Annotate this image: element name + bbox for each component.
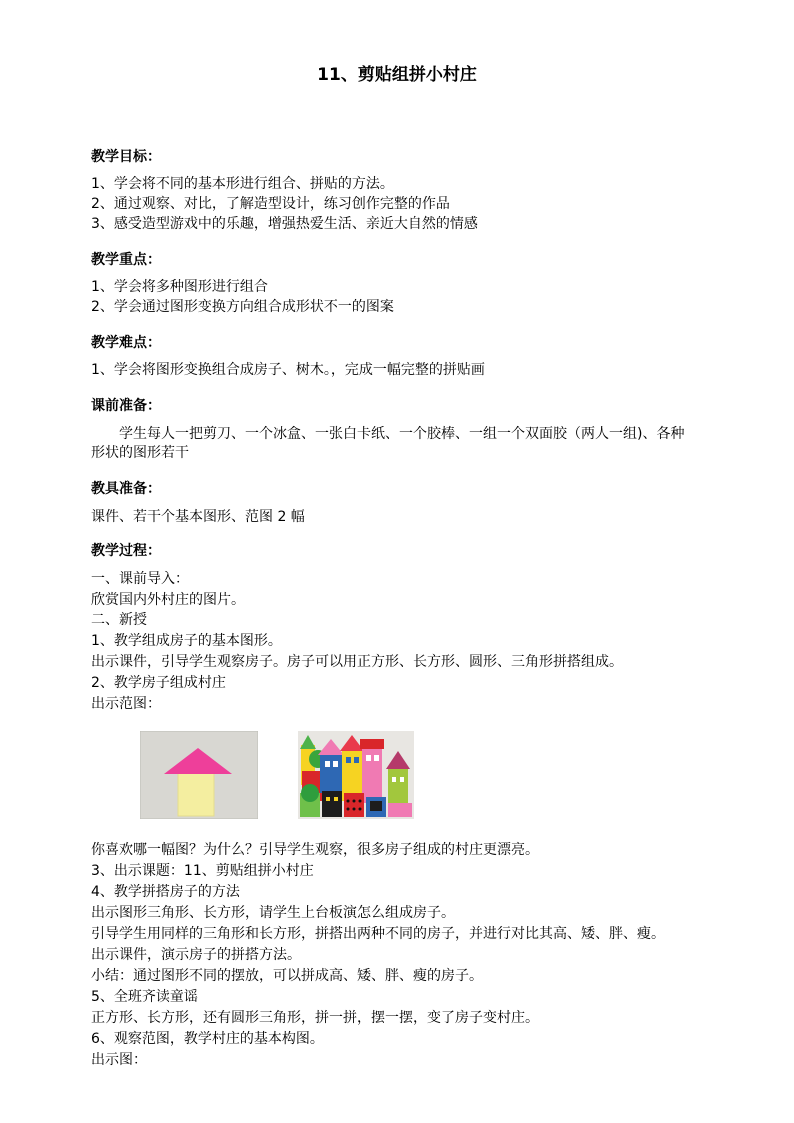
process-line: 出示图形三角形、长方形，请学生上台板演怎么组成房子。 xyxy=(91,905,455,921)
process-line: 小结：通过图形不同的摆放，可以拼成高、矮、胖、瘦的房子。 xyxy=(91,968,483,984)
simple-house-drawing xyxy=(140,731,258,819)
goals-heading: 教学目标： xyxy=(91,149,161,165)
process-line: 出示课件，演示房子的拼搭方法。 xyxy=(91,947,301,963)
key-item-1: 1、学会将多种图形进行组合 xyxy=(91,279,268,295)
document-title: 11、剪贴组拼小村庄 xyxy=(317,65,477,85)
process-line: 出示图： xyxy=(91,1052,147,1068)
prep-text-line-1: 学生每人一把剪刀、一个冰盒、一张白卡纸、一个胶棒、一组一个双面胶（两人一组)、各种 xyxy=(119,426,685,442)
village-collage-drawing xyxy=(298,731,414,819)
key-item-2: 2、学会通过图形变换方向组合成形状不一的图案 xyxy=(91,299,394,315)
tools-text: 课件、若干个基本图形、范图 2 幅 xyxy=(91,509,305,525)
process-line: 5、全班齐读童谣 xyxy=(91,989,198,1005)
process-line: 引导学生用同样的三角形和长方形，拼搭出两种不同的房子，并进行对比其高、矮、胖、瘦。 xyxy=(91,926,665,942)
process-line: 1、教学组成房子的基本图形。 xyxy=(91,633,282,649)
goal-item-2: 2、通过观察、对比，了解造型设计，练习创作完整的作品 xyxy=(91,196,450,212)
simple-house-image xyxy=(140,731,258,819)
process-line: 2、教学房子组成村庄 xyxy=(91,675,226,691)
process-line: 二、新授 xyxy=(91,612,147,628)
process-line: 正方形、长方形，还有圆形三角形，拼一拼，摆一摆，变了房子变村庄。 xyxy=(91,1010,539,1026)
process-line: 欣赏国内外村庄的图片。 xyxy=(91,592,245,608)
tools-heading: 教具准备： xyxy=(91,481,161,497)
prep-heading: 课前准备： xyxy=(91,398,161,414)
goal-item-3: 3、感受造型游戏中的乐趣，增强热爱生活、亲近大自然的情感 xyxy=(91,216,478,232)
process-line: 出示课件，引导学生观察房子。房子可以用正方形、长方形、圆形、三角形拼搭组成。 xyxy=(91,654,623,670)
key-points-heading: 教学重点： xyxy=(91,252,161,268)
village-collage-image xyxy=(298,731,414,819)
process-line: 3、出示课题：11、剪贴组拼小村庄 xyxy=(91,863,314,879)
process-heading: 教学过程： xyxy=(91,543,161,559)
process-line: 一、课前导入： xyxy=(91,571,189,587)
prep-text-line-2: 形状的图形若干 xyxy=(91,445,189,461)
process-line: 出示范图： xyxy=(91,696,161,712)
difficulty-item-1: 1、学会将图形变换组合成房子、树木。，完成一幅完整的拼贴画 xyxy=(91,362,485,378)
goal-item-1: 1、学会将不同的基本形进行组合、拼贴的方法。 xyxy=(91,176,394,192)
process-line: 6、观察范图，教学村庄的基本构图。 xyxy=(91,1031,324,1047)
process-line: 你喜欢哪一幅图？为什么？引导学生观察，很多房子组成的村庄更漂亮。 xyxy=(91,842,539,858)
difficulty-heading: 教学难点： xyxy=(91,335,161,351)
process-line: 4、教学拼搭房子的方法 xyxy=(91,884,240,900)
